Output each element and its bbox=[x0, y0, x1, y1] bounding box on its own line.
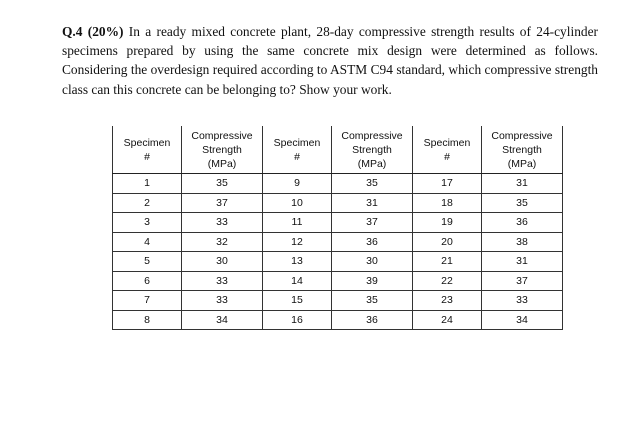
specimen-cell: 8 bbox=[113, 310, 182, 330]
strength-cell: 35 bbox=[182, 174, 263, 194]
strength-cell: 36 bbox=[332, 310, 413, 330]
strength-cell: 38 bbox=[482, 232, 563, 252]
strength-cell: 37 bbox=[482, 271, 563, 291]
table-row bbox=[113, 271, 563, 291]
table-row bbox=[113, 291, 563, 311]
strength-cell: 31 bbox=[332, 193, 413, 213]
specimen-cell: 7 bbox=[113, 291, 182, 311]
table-row bbox=[113, 232, 563, 252]
strength-cell: 33 bbox=[182, 213, 263, 233]
strength-cell: 33 bbox=[482, 291, 563, 311]
specimen-cell: 19 bbox=[413, 213, 482, 233]
specimen-cell: 13 bbox=[263, 252, 332, 272]
specimen-cell: 15 bbox=[263, 291, 332, 311]
strength-cell: 36 bbox=[332, 232, 413, 252]
strength-cell: 30 bbox=[332, 252, 413, 272]
strength-results-table bbox=[112, 126, 563, 330]
specimen-cell: 1 bbox=[113, 174, 182, 194]
strength-cell: 35 bbox=[332, 174, 413, 194]
strength-cell: 35 bbox=[332, 291, 413, 311]
table-row bbox=[113, 310, 563, 330]
specimen-cell: 11 bbox=[263, 213, 332, 233]
specimen-cell: 3 bbox=[113, 213, 182, 233]
header-specimen: Specimen # bbox=[113, 126, 182, 174]
strength-cell: 35 bbox=[482, 193, 563, 213]
specimen-cell: 2 bbox=[113, 193, 182, 213]
specimen-cell: 18 bbox=[413, 193, 482, 213]
strength-cell: 32 bbox=[182, 232, 263, 252]
strength-cell: 39 bbox=[332, 271, 413, 291]
specimen-cell: 21 bbox=[413, 252, 482, 272]
header-specimen: Specimen # bbox=[263, 126, 332, 174]
strength-cell: 30 bbox=[182, 252, 263, 272]
specimen-cell: 10 bbox=[263, 193, 332, 213]
specimen-cell: 14 bbox=[263, 271, 332, 291]
strength-cell: 34 bbox=[482, 310, 563, 330]
specimen-cell: 9 bbox=[263, 174, 332, 194]
specimen-cell: 22 bbox=[413, 271, 482, 291]
specimen-cell: 5 bbox=[113, 252, 182, 272]
specimen-cell: 4 bbox=[113, 232, 182, 252]
header-strength: Compressive Strength (MPa) bbox=[482, 126, 563, 174]
specimen-cell: 23 bbox=[413, 291, 482, 311]
specimen-cell: 24 bbox=[413, 310, 482, 330]
specimen-cell: 17 bbox=[413, 174, 482, 194]
specimen-cell: 16 bbox=[263, 310, 332, 330]
strength-cell: 31 bbox=[482, 252, 563, 272]
table-header-row bbox=[113, 126, 563, 174]
question-label: Q.4 (20%) bbox=[62, 24, 124, 39]
table-row bbox=[113, 193, 563, 213]
header-strength: Compressive Strength (MPa) bbox=[182, 126, 263, 174]
question-body: In a ready mixed concrete plant, 28-day compressive strength results of 24-cylinder specimens prepared by using the same concrete mix design were determined as follows. Considering the overdesign required according to ASTM C94 standard, which compressive strength class can this concrete can be belonging to? Show your work. bbox=[62, 24, 598, 97]
strength-cell: 36 bbox=[482, 213, 563, 233]
question-text bbox=[62, 22, 598, 99]
strength-cell: 34 bbox=[182, 310, 263, 330]
table-row bbox=[113, 252, 563, 272]
strength-cell: 31 bbox=[482, 174, 563, 194]
strength-cell: 33 bbox=[182, 271, 263, 291]
header-strength: Compressive Strength (MPa) bbox=[332, 126, 413, 174]
specimen-cell: 12 bbox=[263, 232, 332, 252]
table-row bbox=[113, 213, 563, 233]
table-row bbox=[113, 174, 563, 194]
header-specimen: Specimen # bbox=[413, 126, 482, 174]
strength-cell: 33 bbox=[182, 291, 263, 311]
strength-cell: 37 bbox=[332, 213, 413, 233]
strength-cell: 37 bbox=[182, 193, 263, 213]
specimen-cell: 6 bbox=[113, 271, 182, 291]
specimen-cell: 20 bbox=[413, 232, 482, 252]
